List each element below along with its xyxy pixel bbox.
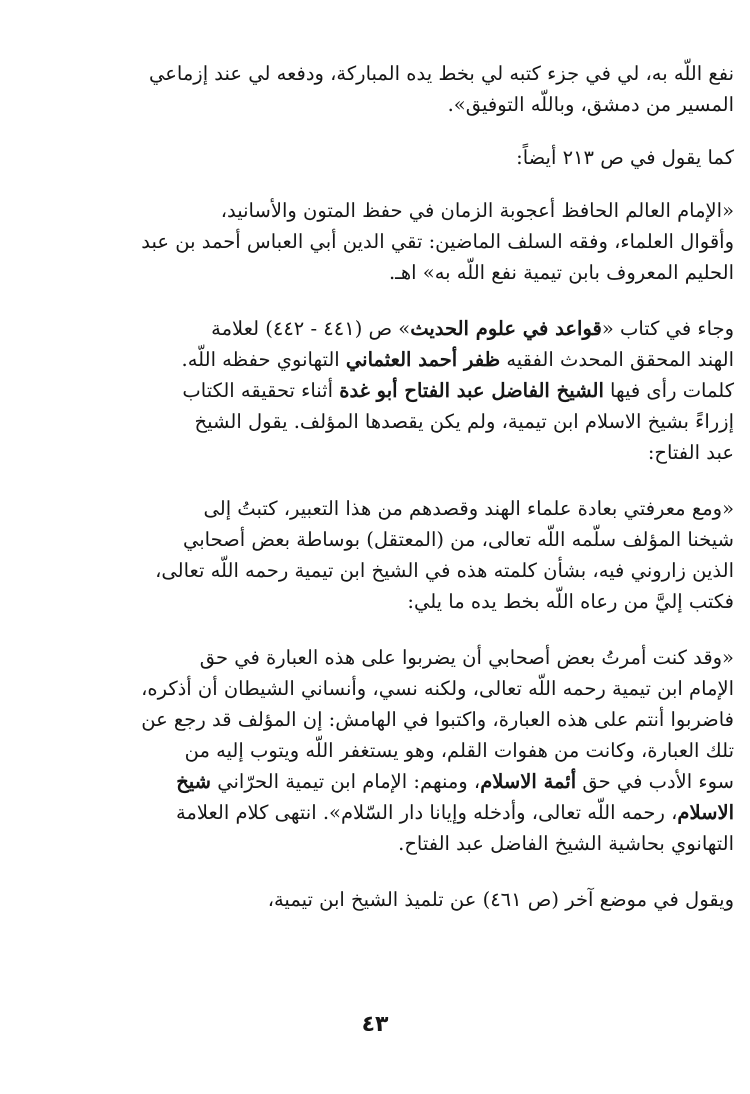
text-fragment: التهانوي حفظه اللّه. [181,348,346,371]
text-line: إزراءً بشيخ الاسلام ابن تيمية، ولم يكن يقصدها المؤلف. يقول الشيخ [194,410,734,433]
text-fragment: ، ومنهم: الإمام ابن تيمية الحرّاني [211,770,481,793]
book-title: قواعد في علوم الحديث [410,317,602,340]
text-line: فاضربوا أنتم على هذه العبارة، واكتبوا في الهامش: إن المؤلف قد رجع عن [141,708,734,731]
text-fragment: كلمات رأى فيها [603,379,734,402]
text-line [86,375,734,406]
text-line: «ومع معرفتي بعادة علماء الهند وقصدهم من هذا التعبير، كتبتُ إلى [203,497,734,520]
text-line: الذين زاروني فيه، بشأن كلمته هذه في الشيخ ابن تيمية رحمه اللّه تعالى، [155,559,734,582]
text-line: عبد الفتاح: [647,441,734,464]
emphasis-text: شيخ [176,770,211,793]
text-line [86,797,734,828]
editor-name: الشيخ الفاضل عبد الفتاح أبو غدة [339,379,604,402]
text-line: وأقوال العلماء، وفقه السلف الماضين: تقي الدين أبي العباس أحمد بن عبد [141,230,734,253]
text-line: نفع اللّه به، لي في جزء كتبه لي بخط يده المباركة، ودفعه لي عند إزماعي [149,62,734,85]
text-line: المسير من دمشق، وباللّه التوفيق». [447,93,734,116]
text-fragment: وجاء في كتاب « [601,317,734,340]
text-line: تلك العبارة، وكانت من هفوات القلم، وهو يستغفر اللّه ويتوب إليه من [184,739,734,762]
page-body [86,58,734,988]
paragraph-closing [86,884,734,915]
emphasis-text: أئمة الاسلام [480,770,577,793]
text-fragment: سوء الأدب في حق [576,770,734,793]
paragraph-book-reference [86,313,734,468]
paragraph-quote-imam [86,195,734,288]
text-line: الإمام ابن تيمية رحمه اللّه تعالى، ولكنه نسي، وأنساني الشيطان أن أذكره، [141,677,734,700]
text-line: فكتب إليَّ من رعاه اللّه بخط يده ما يلي: [407,590,734,613]
text-line [86,344,734,375]
text-line: التهانوي بحاشية الشيخ الفاضل عبد الفتاح. [398,832,734,855]
text-line: شيخنا المؤلف سلّمه اللّه تعالى، من (المعتقل) بوساطة بعض أصحابي [182,528,734,551]
text-line: «الإمام العالم الحافظ أعجوبة الزمان في حفظ المتون والأسانيد، [220,199,734,222]
text-line: كما يقول في ص ٢١٣ أيضاً: [516,146,734,169]
text-fragment: أثناء تحقيقه الكتاب [182,379,340,402]
paragraph-quote-end [86,58,734,120]
text-fragment: الهند المحقق المحدث الفقيه [500,348,734,371]
text-line [86,766,734,797]
page-number: ٤٣ [361,1012,389,1037]
text-line: ويقول في موضع آخر (ص ٤٦١) عن تلميذ الشيخ ابن تيمية، [267,888,734,911]
emphasis-text: الاسلام [677,801,734,824]
text-line [86,313,734,344]
paragraph-intro [86,142,734,173]
paragraph-quote-letter [86,493,734,617]
author-name: ظفر أحمد العثماني [345,348,501,371]
text-fragment: ، رحمه اللّه تعالى، وأدخله وإيانا دار السّلام». انتهى كلام العلامة [175,801,678,824]
text-line: «وقد كنت أمرتُ بعض أصحابي أن يضربوا على هذه العبارة في حق [199,646,734,669]
text-fragment: » ص (٤٤١ - ٤٤٢) لعلامة [211,317,411,340]
text-line: الحليم المعروف بابن تيمية نفع اللّه به» اهـ. [388,261,734,284]
paragraph-quote-retraction [86,642,734,859]
